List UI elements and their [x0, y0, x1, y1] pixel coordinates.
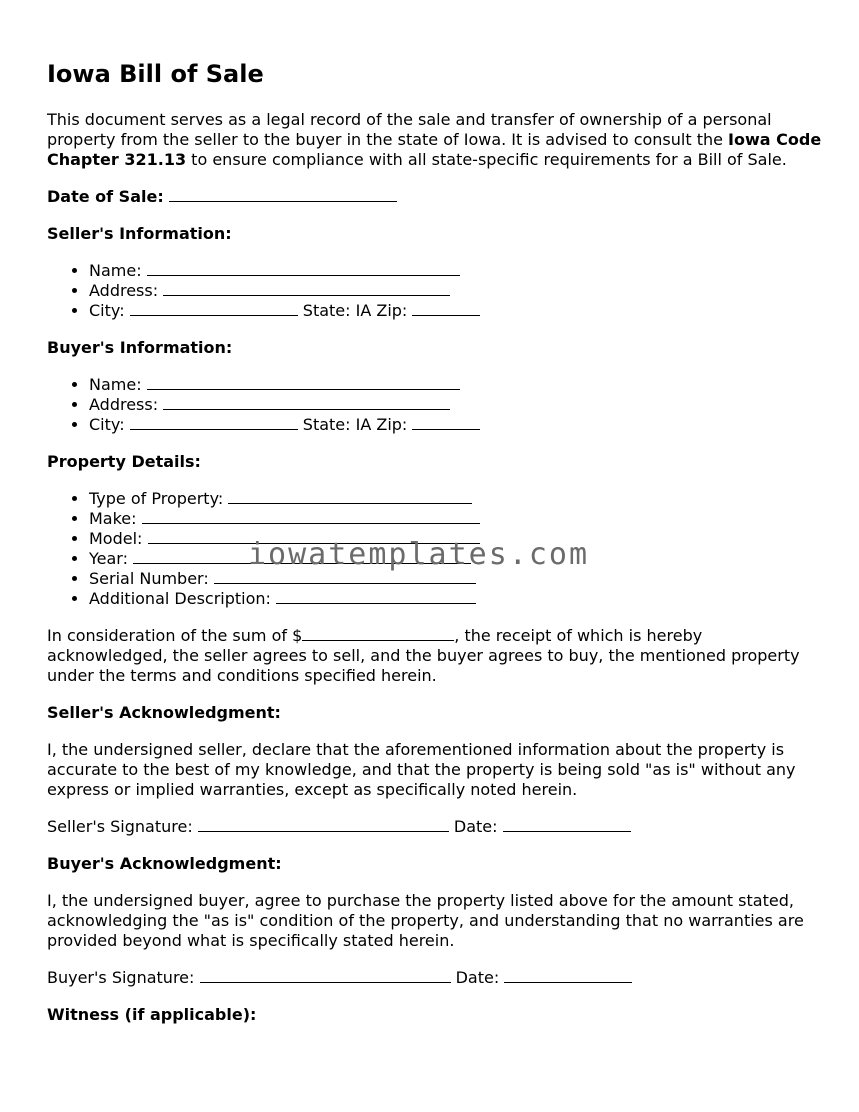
list-item	[89, 281, 822, 301]
document-title: Iowa Bill of Sale	[47, 60, 264, 88]
seller-info-heading: Seller's Information:	[47, 224, 232, 243]
list-item	[89, 509, 822, 529]
seller-date-label: Date:	[453, 817, 498, 836]
seller-address-label: Address:	[89, 281, 159, 300]
buyer-address-label: Address:	[89, 395, 159, 414]
date-of-sale-label: Date of Sale:	[47, 187, 164, 206]
buyer-info-heading: Buyer's Information:	[47, 338, 233, 357]
document-body	[47, 110, 822, 1042]
seller-address-blank[interactable]	[163, 281, 450, 296]
property-type-blank[interactable]	[228, 489, 472, 504]
property-additional-blank[interactable]	[276, 589, 476, 604]
intro-text-start: This document serves as a legal record of the sale and transfer of ownership of a personal property from the seller to the buyer in the state of Iowa. It is advised to consult the	[47, 110, 772, 149]
consideration-text-start: In consideration of the sum of $	[47, 626, 303, 645]
seller-zip-blank[interactable]	[412, 301, 480, 316]
property-serial-label: Serial Number:	[89, 569, 209, 588]
property-details-heading: Property Details:	[47, 452, 201, 471]
buyer-signature-row	[47, 968, 822, 988]
seller-signature-row	[47, 817, 822, 837]
seller-signature-label: Seller's Signature:	[47, 817, 193, 836]
buyer-ack-heading: Buyer's Acknowledgment:	[47, 854, 282, 873]
buyer-name-label: Name:	[89, 375, 142, 394]
buyer-ack-text: I, the undersigned buyer, agree to purchase the property listed above for the amount stated, acknowledging the "as is" condition of the property, and understanding that no warranties are provided beyond what is specifically stated herein.	[47, 891, 804, 950]
seller-name-label: Name:	[89, 261, 142, 280]
list-item	[89, 489, 822, 509]
buyer-signature-label: Buyer's Signature:	[47, 968, 195, 987]
buyer-signature-blank[interactable]	[200, 968, 451, 983]
consideration-amount-blank[interactable]	[302, 626, 454, 641]
property-additional-label: Additional Description:	[89, 589, 271, 608]
consideration-text-end: , the receipt of which is hereby acknowledged, the seller agrees to sell, and the buyer agrees to buy, the mentioned property under the terms and conditions specified herein.	[47, 626, 800, 685]
seller-city-blank[interactable]	[130, 301, 298, 316]
list-item	[89, 589, 822, 609]
seller-signature-blank[interactable]	[198, 817, 449, 832]
list-item	[89, 301, 822, 321]
date-of-sale-blank[interactable]	[169, 187, 397, 202]
seller-city-label: City:	[89, 301, 125, 320]
buyer-state-zip-label: State: IA Zip:	[302, 415, 408, 434]
intro-text-end: to ensure compliance with all state-specific requirements for a Bill of Sale.	[186, 150, 787, 169]
buyer-date-label: Date:	[455, 968, 500, 987]
seller-ack-heading: Seller's Acknowledgment:	[47, 703, 281, 722]
seller-date-blank[interactable]	[503, 817, 631, 832]
seller-name-blank[interactable]	[147, 261, 460, 276]
buyer-name-blank[interactable]	[147, 375, 460, 390]
seller-ack-text: I, the undersigned seller, declare that the aforementioned information about the property is accurate to the best of my knowledge, and that the property is being sold "as is" without any express or implied warranties, except as specifically noted herein.	[47, 740, 796, 799]
property-year-label: Year:	[89, 549, 128, 568]
list-item	[89, 415, 822, 435]
property-make-blank[interactable]	[142, 509, 480, 524]
buyer-city-label: City:	[89, 415, 125, 434]
list-item	[89, 375, 822, 395]
date-of-sale-row	[47, 187, 822, 207]
witness-heading: Witness (if applicable):	[47, 1005, 257, 1024]
intro-paragraph	[47, 110, 822, 170]
buyer-zip-blank[interactable]	[412, 415, 480, 430]
watermark: iowatemplates.com	[248, 537, 590, 572]
buyer-date-blank[interactable]	[504, 968, 632, 983]
property-type-label: Type of Property:	[89, 489, 224, 508]
property-model-label: Model:	[89, 529, 143, 548]
buyer-address-blank[interactable]	[163, 395, 450, 410]
list-item	[89, 261, 822, 281]
seller-info-list	[47, 261, 822, 321]
property-make-label: Make:	[89, 509, 137, 528]
list-item	[89, 395, 822, 415]
list-item	[89, 569, 822, 589]
seller-state-zip-label: State: IA Zip:	[302, 301, 408, 320]
buyer-city-blank[interactable]	[130, 415, 298, 430]
consideration-paragraph	[47, 626, 822, 686]
buyer-info-list	[47, 375, 822, 435]
intro-code-reference: Iowa Code Chapter 321.13	[47, 130, 822, 169]
